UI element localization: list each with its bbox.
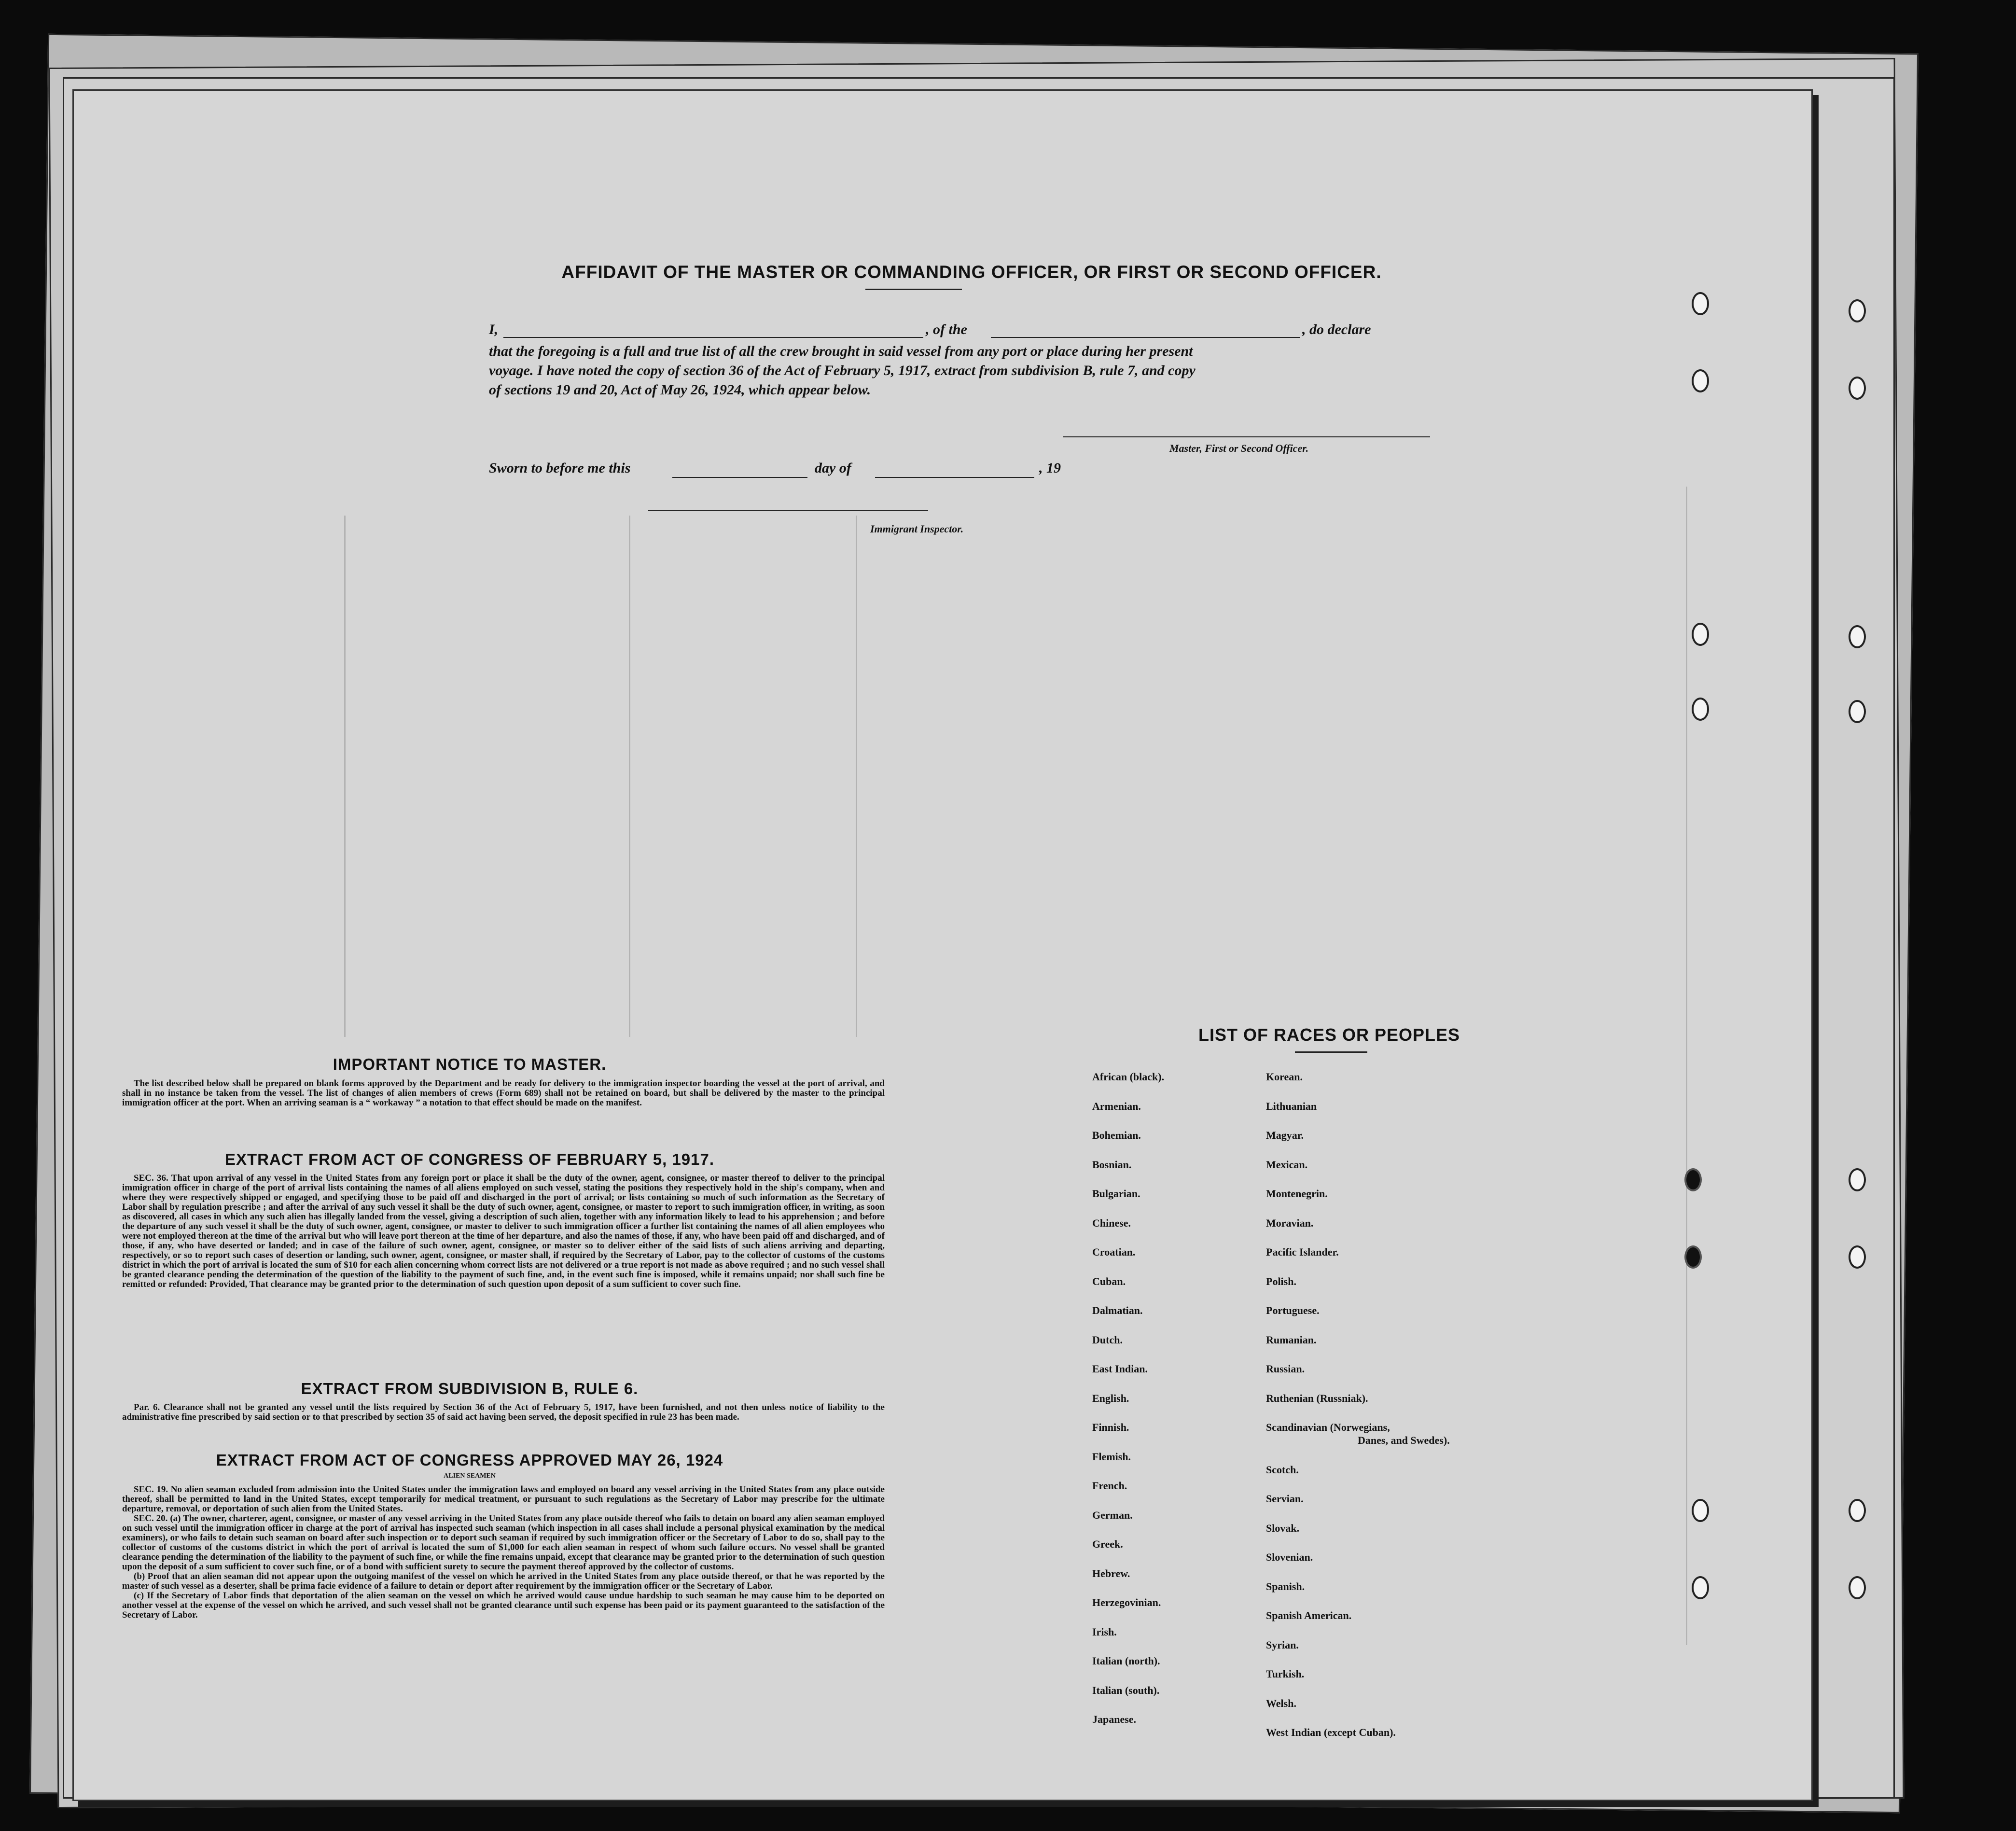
race-item: West Indian (except Cuban). <box>1266 1726 1396 1738</box>
races-title: LIST OF RACES OR PEOPLES <box>1198 1025 1460 1045</box>
race-item: Slovenian. <box>1266 1551 1313 1563</box>
race-item: African (black). <box>1092 1071 1165 1083</box>
race-item: Danes, and Swedes). <box>1358 1434 1450 1446</box>
race-item: Chinese. <box>1092 1216 1131 1229</box>
sec-19-paragraph: SEC. 19. No alien seaman excluded from admission into the United States under the immigration laws and employed on board any vessel arriving in the United States from any place outside thereof, shall be permitted to land in the United States, except temporarily for medical treatment, or pursuant to such regulations as the Secretary of Labor may prescribe for the ultimate departure, removal, or deportation of such alien from the United States. <box>122 1484 885 1514</box>
race-item: Polish. <box>1266 1275 1296 1287</box>
day-of-text: day of <box>815 460 851 476</box>
races-title-rule <box>1295 1051 1367 1053</box>
declaration-line-2: that the foregoing is a full and true list of all the crew brought in said vessel from any port or place during her present <box>489 343 1193 359</box>
race-item: Moravian. <box>1266 1216 1314 1229</box>
binder-hole <box>1849 1168 1866 1191</box>
race-item: Italian (south). <box>1092 1684 1160 1696</box>
race-item: Montenegrin. <box>1266 1188 1328 1200</box>
binder-hole <box>1849 1245 1866 1269</box>
binder-hole <box>1692 292 1709 315</box>
year-text: , 19 <box>1039 460 1061 476</box>
race-item: German. <box>1092 1509 1133 1521</box>
race-item: Bosnian. <box>1092 1158 1132 1171</box>
binder-hole <box>1849 299 1866 322</box>
race-item: Slovak. <box>1266 1522 1300 1534</box>
race-item: Spanish American. <box>1266 1609 1352 1621</box>
subdivision-text <box>122 1403 885 1422</box>
section-36-paragraph: SEC. 36. That upon arrival of any vessel in the United States from any foreign port or place it shall be the duty of the owner, agent, consignee, or master thereof to deliver to the principal immigration officer in charge of the port of arrival lists containing the names of all aliens employed on such vessel, stating the positions they respectively hold in the ship's company, when and where they were respectively shipped or engaged, and specifying those to be paid off and discharged in the port of arrival; or lists containing so much of such information as the Secretary of Labor shall by regulation prescribe ; and after the arrival of any such vessel it shall be the duty of such owner, agent, consignee, or master to report to such immigration officer, in writing, as soon as discovered, all cases in which any such alien has illegally landed from the vessel, giving a description of such alien, together with any information likely to lead to his apprehension ; and before the departure of any such vessel it shall be the duty of such owner, agent, consignee, or master to deliver to such immigration officer a further list containing the names of all alien employees who were not employed thereon at the time of the arrival but who will leave port thereon at the time of her departure, and also the names of those, if any, who have been paid off and discharged, and of those, if any, who have deserted or landed; and in case of the failure of such owner, agent, consignee, or master so to deliver either of the said lists of such aliens arriving and departing, respectively, or so to report such cases of desertion or landing, such owner, agent, consignee, or master shall, if required by the Secretary of Labor, pay to the collector of customs of the customs district in which the port of arrival is located the sum of $10 for each alien concerning whom correct lists are not delivered or a true report is not made as above required ; and no such vessel shall be granted clearance pending the determination of the question of the liability to the payment of such fine, and, in the event such fine is imposed, while it remains unpaid; nor shall such fine be remitted or refunded: Provided, That clearance may be granted prior to the determination of such question upon deposit of a sum sufficient to cover such fine. <box>122 1173 885 1289</box>
extract-1917-title: EXTRACT FROM ACT OF CONGRESS OF FEBRUARY 5, 1917. <box>224 1150 715 1168</box>
affidavit-title: AFFIDAVIT OF THE MASTER OR COMMANDING OFFICER, OR FIRST OR SECOND OFFICER. <box>561 262 1382 282</box>
race-item: Scandinavian (Norwegians, <box>1266 1421 1390 1433</box>
race-item: Russian. <box>1266 1363 1305 1375</box>
race-item: English. <box>1092 1392 1129 1404</box>
declaration-of-the: , of the <box>926 321 967 337</box>
race-item: Portuguese. <box>1266 1304 1320 1316</box>
bleed-through-rule <box>1686 487 1687 1645</box>
master-signature-line[interactable] <box>1063 422 1430 437</box>
sworn-month-blank[interactable] <box>875 462 1034 478</box>
race-item: Syrian. <box>1266 1638 1299 1651</box>
race-item: Italian (north). <box>1092 1655 1160 1667</box>
bleed-through-rule <box>344 516 346 1037</box>
race-item: French. <box>1092 1480 1127 1492</box>
race-item: Cuban. <box>1092 1275 1126 1287</box>
sec-20a-paragraph: SEC. 20. (a) The owner, charterer, agent, consignee, or master of any vessel arriving in the United States from any place outside thereof who fails to detain on board any alien seaman employed on such vessel until the immigration officer in charge at the port of arrival has inspected such seaman (which inspection in all cases shall include a personal physical examination by the medical examiners), or who fails to detain such seaman on board after such inspection or to deport such seaman if required by such immigration officer or the Secretary of Labor to do so, shall pay to the collector of customs of the customs district in which the port of arrival is located the sum of $1,000 for each alien seaman in respect of whom such failure occurs. No vessel shall be granted clearance pending the determination of the liability to the payment of such fine, or while the fine remains unpaid, except that clearance may be granted prior to the determination of such question upon the deposit of a sum sufficient to cover such fine, or of a bond with sufficient surety to secure the payment thereof approved by the collector of customs. <box>122 1513 885 1572</box>
master-signature-label: Master, First or Second Officer. <box>1169 442 1309 454</box>
notice-paragraph: The list described below shall be prepared on blank forms approved by the Department and be ready for delivery to the immigration inspector boarding the vessel at the port of arrival, and shall in no instance be taken from the vessel. The list of changes of alien members of crews (Form 689) shall not be retained on board, but shall be delivered by the master to the principal immigration officer at the port. When an arriving seaman is a “ workaway ” a notation to that effect should be made on the manifest. <box>122 1078 885 1108</box>
race-item: East Indian. <box>1092 1363 1148 1375</box>
extract-1917-text <box>122 1174 885 1289</box>
binder-hole <box>1849 625 1866 648</box>
notice-text <box>122 1079 885 1108</box>
race-item: Magyar. <box>1266 1129 1304 1141</box>
binder-hole <box>1849 1576 1866 1599</box>
binder-hole <box>1692 623 1709 646</box>
sworn-day-blank[interactable] <box>672 462 807 478</box>
race-item: Rumanian. <box>1266 1333 1317 1346</box>
race-item: Lithuanian <box>1266 1100 1317 1112</box>
race-item: Turkish. <box>1266 1668 1305 1680</box>
document-page <box>72 89 1813 1801</box>
bleed-through-rule <box>629 516 630 1037</box>
title-rule <box>865 289 962 290</box>
declaration-do-declare: , do declare <box>1302 321 1371 337</box>
race-item: Japanese. <box>1092 1713 1137 1725</box>
binder-hole <box>1692 369 1709 392</box>
race-item: Mexican. <box>1266 1158 1308 1171</box>
binder-hole <box>1692 1499 1709 1522</box>
par-6-paragraph: Par. 6. Clearance shall not be granted any vessel until the lists required by Section 36 of the Act of February 5, 1917, have been furnished, and not then unless notice of liability to the administrative fine prescribed by said section or to that prescribed by section 35 of said act having been served, the deposit specified in rule 23 has been made. <box>122 1402 885 1422</box>
extract-1924-title: EXTRACT FROM ACT OF CONGRESS APPROVED MAY 26, 1924 <box>216 1451 723 1469</box>
race-item: Hebrew. <box>1092 1567 1130 1579</box>
binder-hole <box>1849 700 1866 723</box>
race-item: Korean. <box>1266 1071 1303 1083</box>
race-item: Ruthenian (Russniak). <box>1266 1392 1368 1404</box>
binder-hole <box>1684 1245 1702 1269</box>
inspector-signature-label: Immigrant Inspector. <box>870 523 964 535</box>
race-item: Bohemian. <box>1092 1129 1141 1141</box>
binder-hole <box>1692 698 1709 721</box>
binder-hole <box>1849 377 1866 400</box>
race-item: Armenian. <box>1092 1100 1141 1112</box>
race-item: Welsh. <box>1266 1697 1296 1709</box>
race-item: Finnish. <box>1092 1421 1129 1433</box>
race-item: Croatian. <box>1092 1246 1136 1258</box>
sworn-text: Sworn to before me this <box>489 460 631 476</box>
declaration-line-4: of sections 19 and 20, Act of May 26, 1924, which appear below. <box>489 382 871 398</box>
position-blank[interactable] <box>991 322 1300 338</box>
race-item: Pacific Islander. <box>1266 1246 1339 1258</box>
race-item: Scotch. <box>1266 1463 1299 1476</box>
sec-20b-paragraph: (b) Proof that an alien seaman did not appear upon the outgoing manifest of the vessel on which he arrived in the United States from any place outside thereof, or that he was reported by the master of such vessel as a deserter, shall be prima facie evidence of a failure to detain or deport after requirement by the immigration officer or the Secretary of Labor. <box>122 1571 885 1591</box>
subdivision-title: EXTRACT FROM SUBDIVISION B, RULE 6. <box>301 1380 639 1398</box>
declaration-line-3: voyage. I have noted the copy of section 36 of the Act of February 5, 1917, extract from subdivision B, rule 7, and copy <box>489 363 1196 378</box>
bleed-through-rule <box>856 516 857 1037</box>
inspector-signature-line[interactable] <box>648 495 928 511</box>
name-blank[interactable] <box>503 322 923 338</box>
race-item: Bulgarian. <box>1092 1188 1140 1200</box>
race-item: Servian. <box>1266 1493 1304 1505</box>
sec-20c-paragraph: (c) If the Secretary of Labor finds that deportation of the alien seaman on the vessel on which he arrived would cause undue hardship to such seaman he may cause him to be deported on another vessel at the expense of the vessel on which he arrived, and such vessel shall not be granted clearance until such expense has been paid or its payment guaranteed to the satisfaction of the Secretary of Labor. <box>122 1591 885 1620</box>
extract-1924-text <box>122 1485 885 1620</box>
notice-title: IMPORTANT NOTICE TO MASTER. <box>333 1055 607 1073</box>
binder-hole <box>1692 1576 1709 1599</box>
race-item: Irish. <box>1092 1625 1117 1638</box>
race-item: Spanish. <box>1266 1580 1305 1593</box>
binder-hole <box>1849 1499 1866 1522</box>
race-item: Greek. <box>1092 1538 1123 1550</box>
race-item: Dalmatian. <box>1092 1304 1143 1316</box>
race-item: Flemish. <box>1092 1450 1131 1463</box>
declaration-i: I, <box>489 321 499 337</box>
race-item: Dutch. <box>1092 1333 1123 1346</box>
alien-seamen-subtitle: ALIEN SEAMEN <box>444 1472 496 1480</box>
race-item: Herzegovinian. <box>1092 1596 1161 1608</box>
binder-hole <box>1684 1168 1702 1191</box>
